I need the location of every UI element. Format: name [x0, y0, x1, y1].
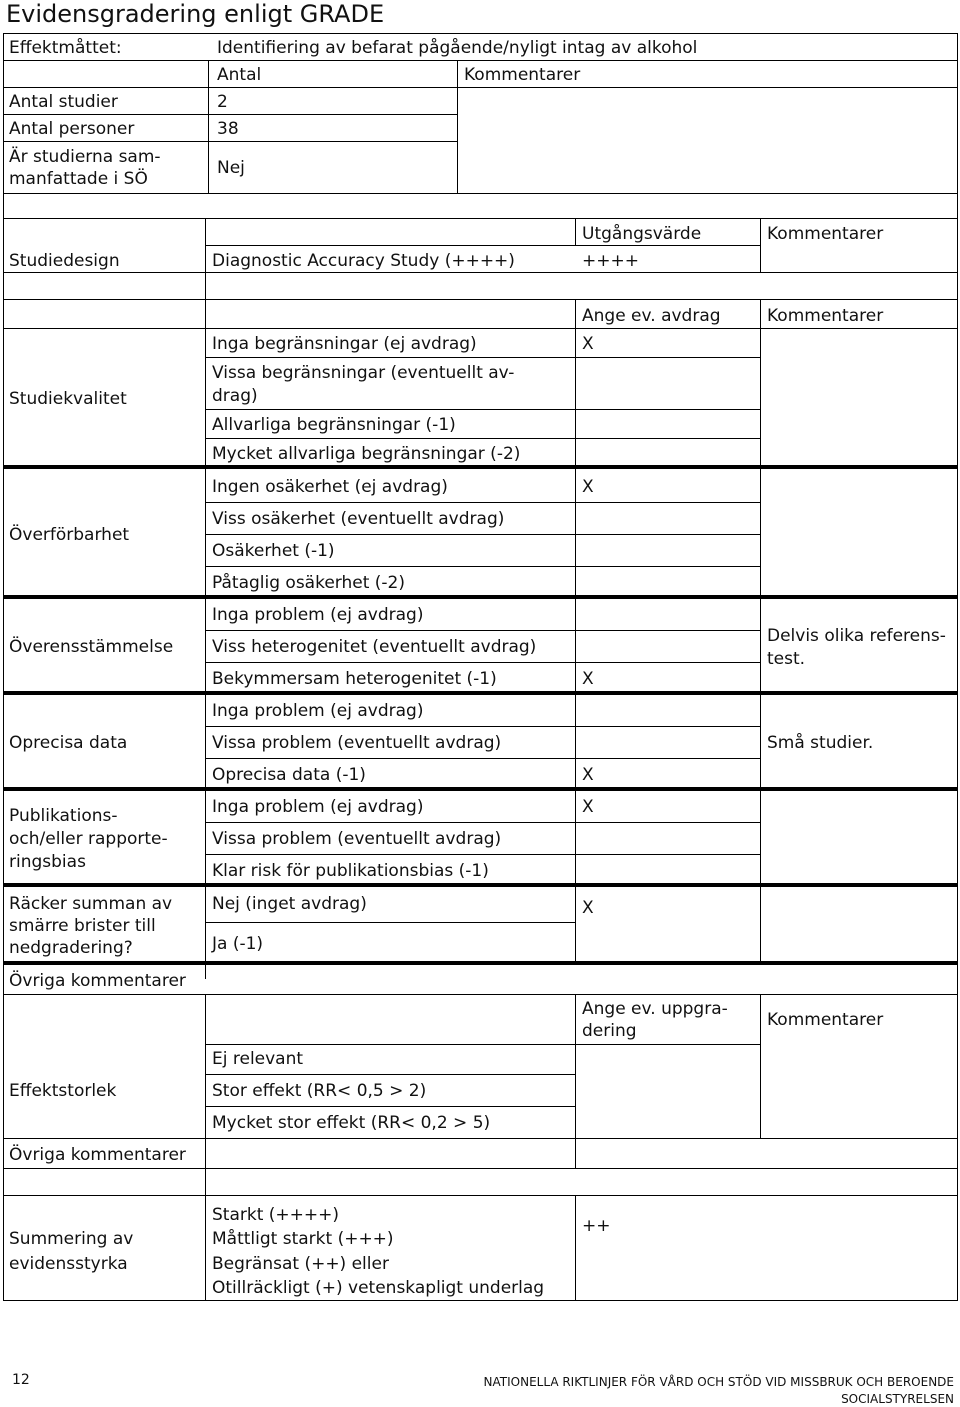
publikation-option-2: Vissa problem (eventuellt avdrag) [212, 829, 502, 849]
antal-personer-value: 38 [217, 119, 239, 139]
col-antal: Antal [217, 65, 262, 85]
oprecisa-comment: Små studier. [767, 733, 874, 753]
col-utgangsvarde: Utgångsvärde [582, 224, 702, 244]
studiedesign-value: Diagnostic Accuracy Study (++++) [212, 251, 515, 271]
overensstammelse-comment-1: Delvis olika referens- [767, 626, 946, 646]
col-ange-uppgradering-1: Ange ev. uppgra- [582, 999, 728, 1019]
antal-personer-label: Antal personer [9, 119, 135, 139]
studiekvalitet-option-2b: drag) [212, 386, 258, 406]
utgangsvarde-value: ++++ [582, 251, 639, 271]
summering-option-3: Begränsat (++) eller [212, 1254, 389, 1274]
sammanfattade-value: Nej [217, 158, 245, 178]
overforbarhet-option-1: Ingen osäkerhet (ej avdrag) [212, 477, 448, 497]
effektmattet-label: Effektmåttet: [9, 38, 122, 58]
effektmattet-value: Identifiering av befarat pågående/nyligt intag av alkohol [217, 38, 698, 58]
publikation-label-1: Publikations- [9, 806, 118, 826]
ovriga-kommentarer-1: Övriga kommentarer [9, 971, 186, 991]
overensstammelse-comment-2: test. [767, 649, 806, 669]
publikation-option-3: Klar risk för publikationsbias (-1) [212, 861, 489, 881]
oprecisa-option-1: Inga problem (ej avdrag) [212, 701, 424, 721]
racker-option-2: Ja (-1) [212, 934, 264, 954]
oprecisa-mark: X [582, 765, 594, 785]
studiekvalitet-option-2a: Vissa begränsningar (eventuellt av- [212, 363, 515, 383]
racker-option-1: Nej (inget avdrag) [212, 894, 367, 914]
publikation-option-1: Inga problem (ej avdrag) [212, 797, 424, 817]
overforbarhet-option-2: Viss osäkerhet (eventuellt avdrag) [212, 509, 505, 529]
overforbarhet-option-3: Osäkerhet (-1) [212, 541, 335, 561]
footer-line-2: SOCIALSTYRELSEN [841, 1392, 954, 1406]
overforbarhet-label: Överförbarhet [9, 525, 130, 545]
overensstammelse-label: Överensstämmelse [9, 637, 174, 657]
oprecisa-option-2: Vissa problem (eventuellt avdrag) [212, 733, 502, 753]
footer-line-1: NATIONELLA RIKTLINJER FÖR VÅRD OCH STÖD VID MISSBRUK OCH BEROENDE [483, 1375, 954, 1389]
effektstorlek-option-2: Stor effekt (RR< 0,5 > 2) [212, 1081, 427, 1101]
effektstorlek-option-3: Mycket stor effekt (RR< 0,2 > 5) [212, 1113, 491, 1133]
studiekvalitet-label: Studiekvalitet [9, 389, 127, 409]
antal-studier-label: Antal studier [9, 92, 118, 112]
publikation-label-3: ringsbias [9, 852, 86, 872]
oprecisa-option-3: Oprecisa data (-1) [212, 765, 366, 785]
studiekvalitet-option-3: Allvarliga begränsningar (-1) [212, 415, 456, 435]
overensstammelse-mark: X [582, 669, 594, 689]
studiedesign-label: Studiedesign [9, 251, 120, 271]
col-kommentarer-upgrade: Kommentarer [767, 1010, 884, 1030]
summering-option-1: Starkt (++++) [212, 1205, 340, 1225]
overforbarhet-mark: X [582, 477, 594, 497]
publikation-mark: X [582, 797, 594, 817]
page-title: Evidensgradering enligt GRADE [6, 0, 385, 28]
summering-label-2: evidensstyrka [9, 1254, 128, 1274]
col-kommentarer-quality: Kommentarer [767, 306, 884, 326]
sammanfattade-label-1: Är studierna sam- [9, 147, 161, 167]
studiekvalitet-mark: X [582, 334, 594, 354]
ovriga-kommentarer-2: Övriga kommentarer [9, 1145, 186, 1165]
effektstorlek-option-1: Ej relevant [212, 1049, 304, 1069]
col-kommentarer-design: Kommentarer [767, 224, 884, 244]
studiekvalitet-option-4: Mycket allvarliga begränsningar (-2) [212, 444, 521, 464]
col-ange-avdrag: Ange ev. avdrag [582, 306, 721, 326]
oprecisa-label: Oprecisa data [9, 733, 128, 753]
summering-label-1: Summering av [9, 1229, 134, 1249]
summering-option-4: Otillräckligt (+) vetenskapligt underlag [212, 1278, 545, 1298]
racker-label-2: smärre brister till [9, 916, 156, 936]
summering-option-2: Måttligt starkt (+++) [212, 1229, 394, 1249]
col-ange-uppgradering-2: dering [582, 1021, 637, 1041]
sammanfattade-label-2: manfattade i SÖ [9, 169, 148, 189]
col-kommentarer-top: Kommentarer [464, 65, 581, 85]
overensstammelse-option-1: Inga problem (ej avdrag) [212, 605, 424, 625]
effektstorlek-label: Effektstorlek [9, 1081, 117, 1101]
studiekvalitet-option-1: Inga begränsningar (ej avdrag) [212, 334, 477, 354]
publikation-label-2: och/eller rapporte- [9, 829, 168, 849]
antal-studier-value: 2 [217, 92, 228, 112]
racker-mark: X [582, 898, 594, 918]
racker-label-3: nedgradering? [9, 938, 133, 958]
overensstammelse-option-3: Bekymmersam heterogenitet (-1) [212, 669, 497, 689]
overforbarhet-option-4: Påtaglig osäkerhet (-2) [212, 573, 406, 593]
overensstammelse-option-2: Viss heterogenitet (eventuellt avdrag) [212, 637, 537, 657]
page-number: 12 [12, 1372, 30, 1388]
racker-label-1: Räcker summan av [9, 894, 173, 914]
summering-value: ++ [582, 1216, 611, 1236]
